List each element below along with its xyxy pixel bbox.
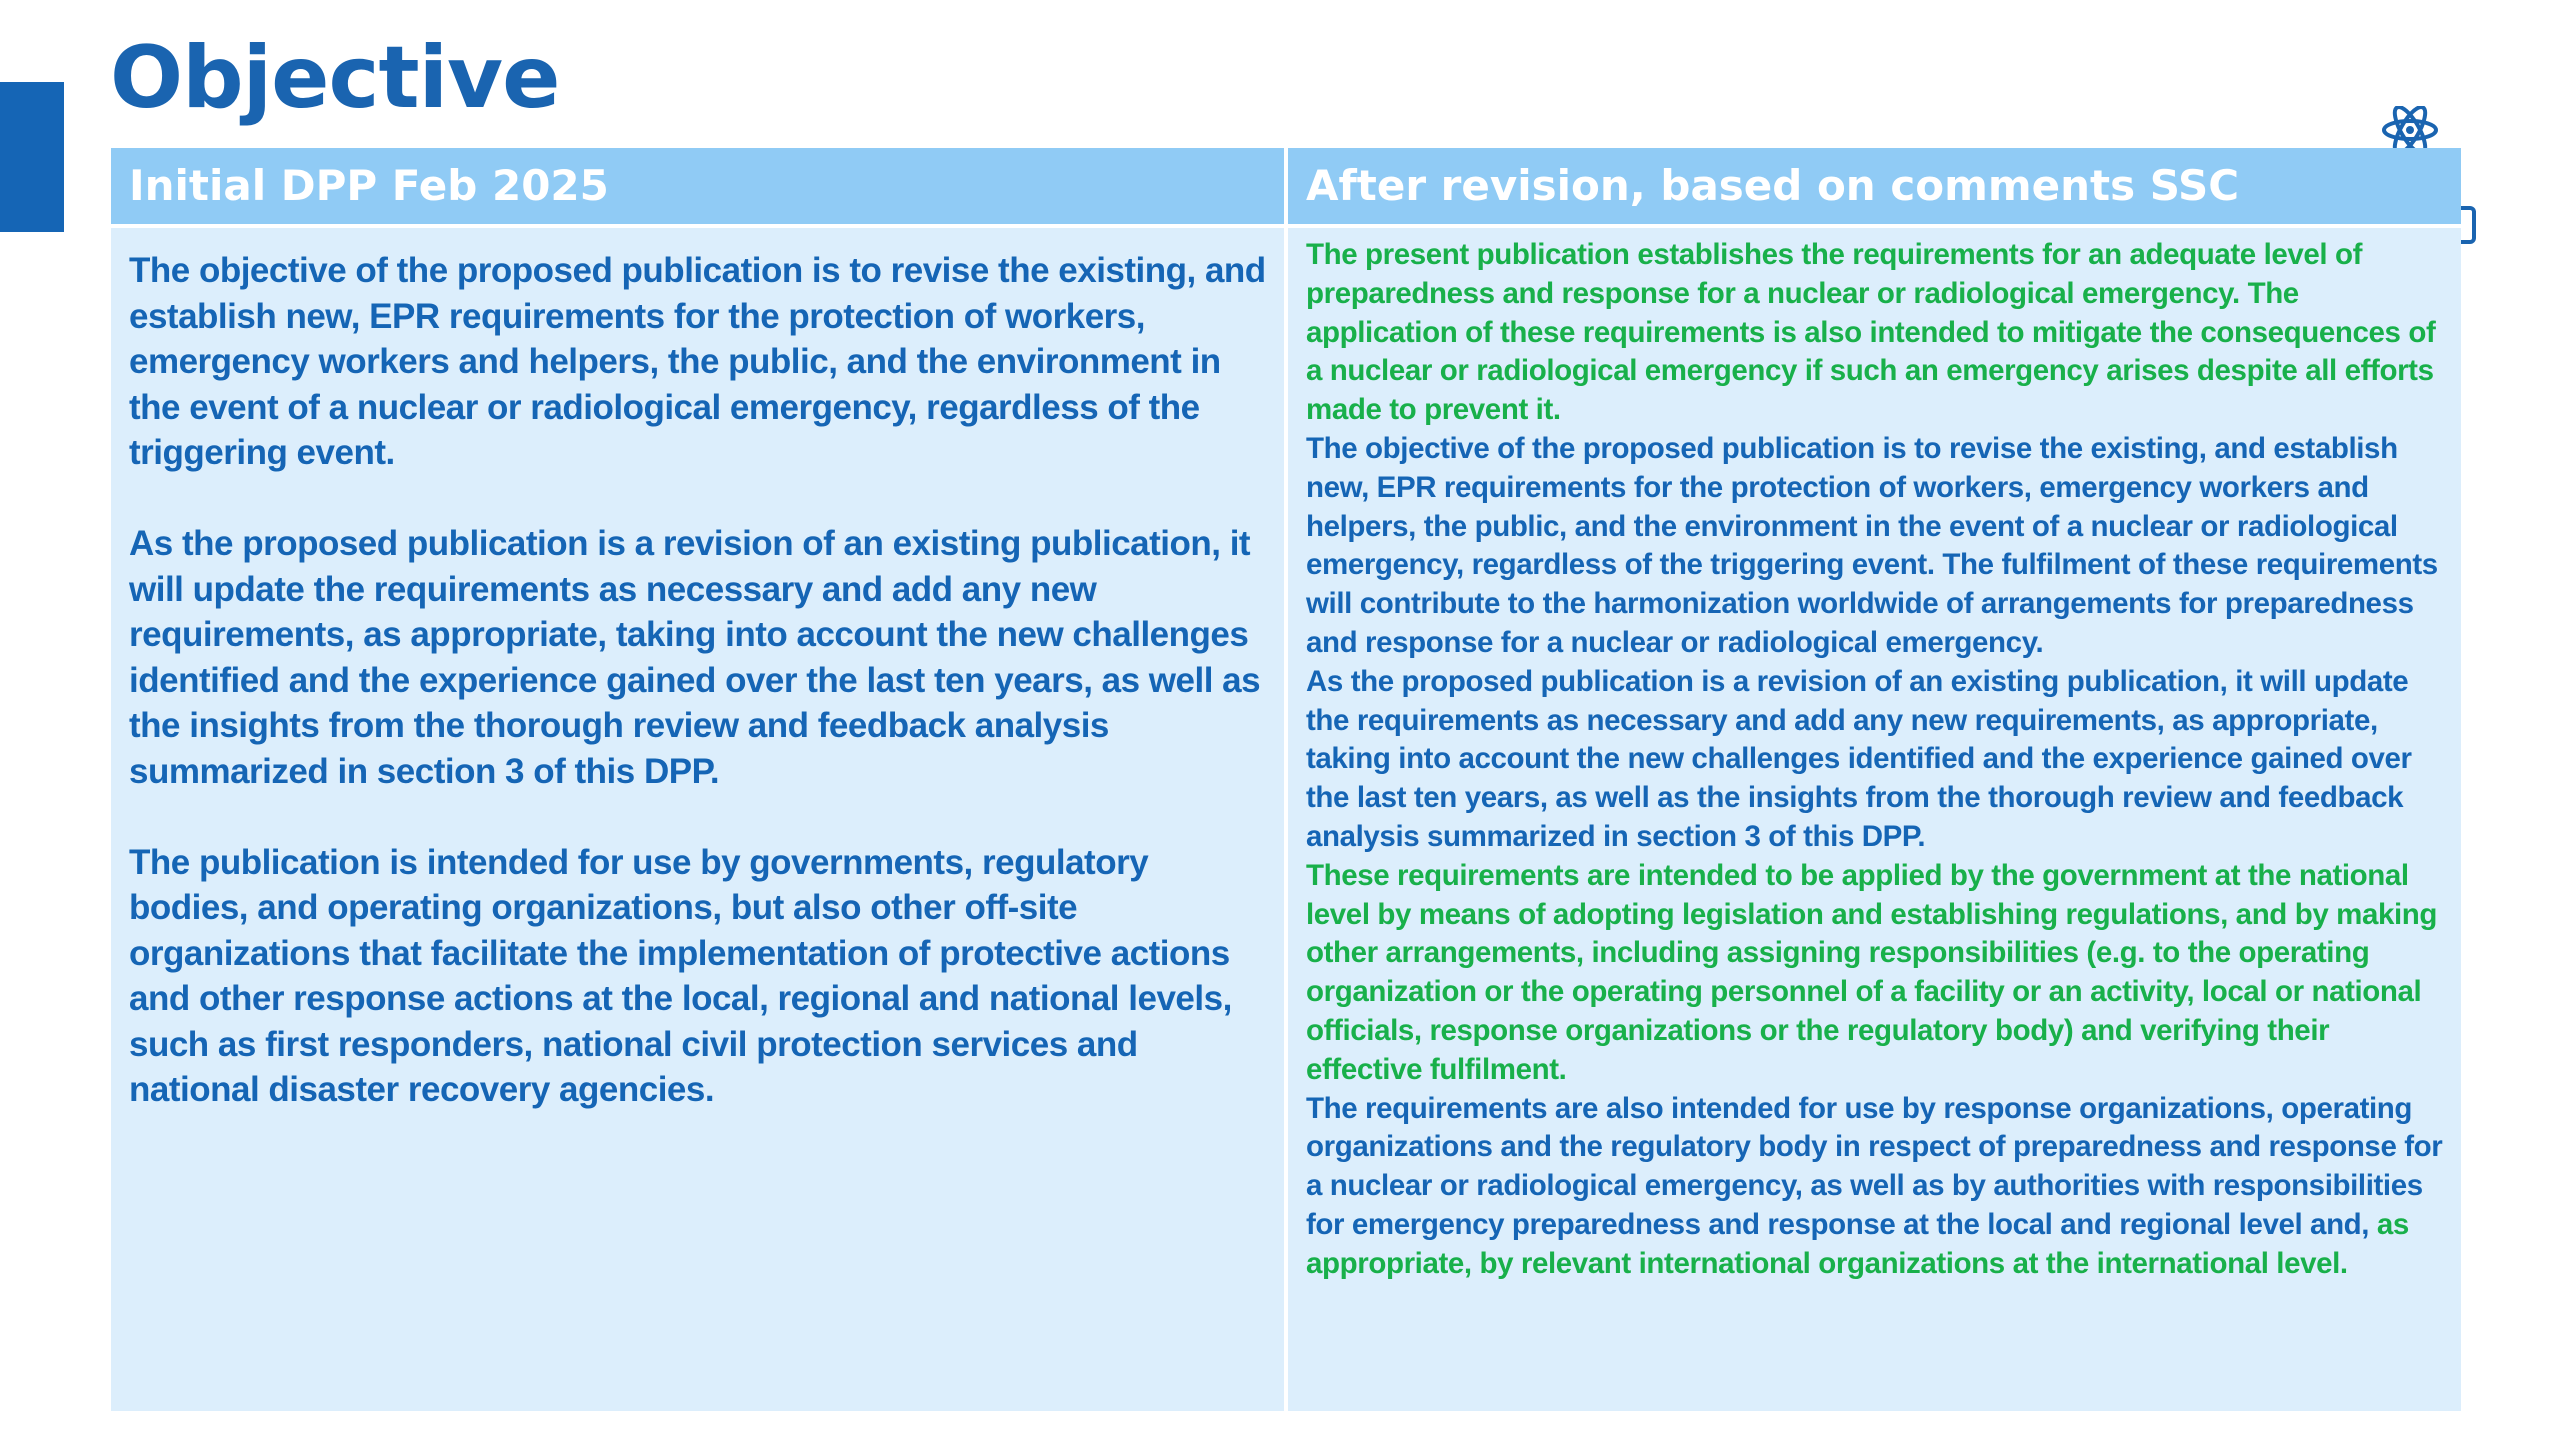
initial-paragraph: The publication is intended for use by governments, regulatory bodies, and operating organizations, but also other off-site organizations that facilitate the implementation of protective actions and other response actions at the local, regional and national levels, such as first responders, national civil protection services and national disaster recovery agencies. (129, 842, 1232, 1109)
comparison-table (111, 148, 2461, 1411)
revised-text-cell (1288, 228, 2461, 1411)
revised-text-retained: The requirements are also intended for use by response organizations, operating organizations and the regulatory body in respect of preparedness and response for a nuclear or radiological emergency, as well as by authorities with responsibilities for emergency preparedness and response at the local and regional level and, (1306, 1091, 2443, 1241)
revised-paragraph-added: The present publication establishes the requirements for an adequate level of preparedness and response for a nuclear or radiological emergency. The application of these requirements is also intended to mitigate the consequences of a nuclear or radiological emergency if such an emergency arises despite all efforts made to prevent it. (1306, 238, 2436, 427)
header-revised: After revision, based on comments SSC (1288, 148, 2461, 224)
revised-text-added: as appropriate, by relevant international organizations at the international level. (1306, 1207, 2409, 1280)
revised-paragraph-retained: As the proposed publication is a revision of an existing publication, it will update the requirements as necessary and add any new requirements, as appropriate, taking into account the new challenges identified and the experience gained over the last ten years, as well as the insights from the thorough review and feedback analysis summarized in section 3 of this DPP. (1306, 664, 2412, 853)
revised-text-retained: The fulfilment of these requirements will contribute to the harmonization worldwide of arrangements for preparedness and response for a nuclear or radiological emergency. (1306, 548, 2438, 659)
revised-paragraph (1306, 1090, 2451, 1284)
accent-bar (0, 82, 64, 232)
revised-paragraph-added: These requirements are intended to be applied by the government at the national level by means of adopting legislation and establishing regulations, and by making other arrangements, including assigning responsibilities (e.g. to the operating organization or the operating personnel of a facility or an activity, local or national officials, response organizations or the regulatory body) and verifying their effective fulfilment. (1306, 858, 2438, 1086)
initial-paragraph: The objective of the proposed publication is to revise the existing, and establish new, EPR requirements for the protection of workers, emergency workers and helpers, the public, and the environment in the event of a nuclear or radiological emergency, regardless of the triggering event. (129, 251, 1266, 472)
initial-paragraph: As the proposed publication is a revision of an existing publication, it will update the requirements as necessary and add any new requirements, as appropriate, taking into account the new challenges identified and the experience gained over the last ten years, as well as the insights from the thorough review and feedback analysis summarized in section 3 of this DPP. (129, 524, 1261, 791)
initial-text-cell (111, 228, 1284, 1411)
organization-logo-icon (2378, 106, 2442, 152)
revised-paragraph (1306, 430, 2451, 663)
header-initial: Initial DPP Feb 2025 (111, 148, 1284, 224)
revised-text-retained: The objective of the proposed publication is to revise the existing, and establish new, EPR requirements for the protection of workers, emergency workers and helpers, the public, and the environment in the event of a nuclear or radiological emergency, regardless of the triggering event. (1306, 431, 2398, 582)
slide-title: Objective (110, 28, 560, 128)
